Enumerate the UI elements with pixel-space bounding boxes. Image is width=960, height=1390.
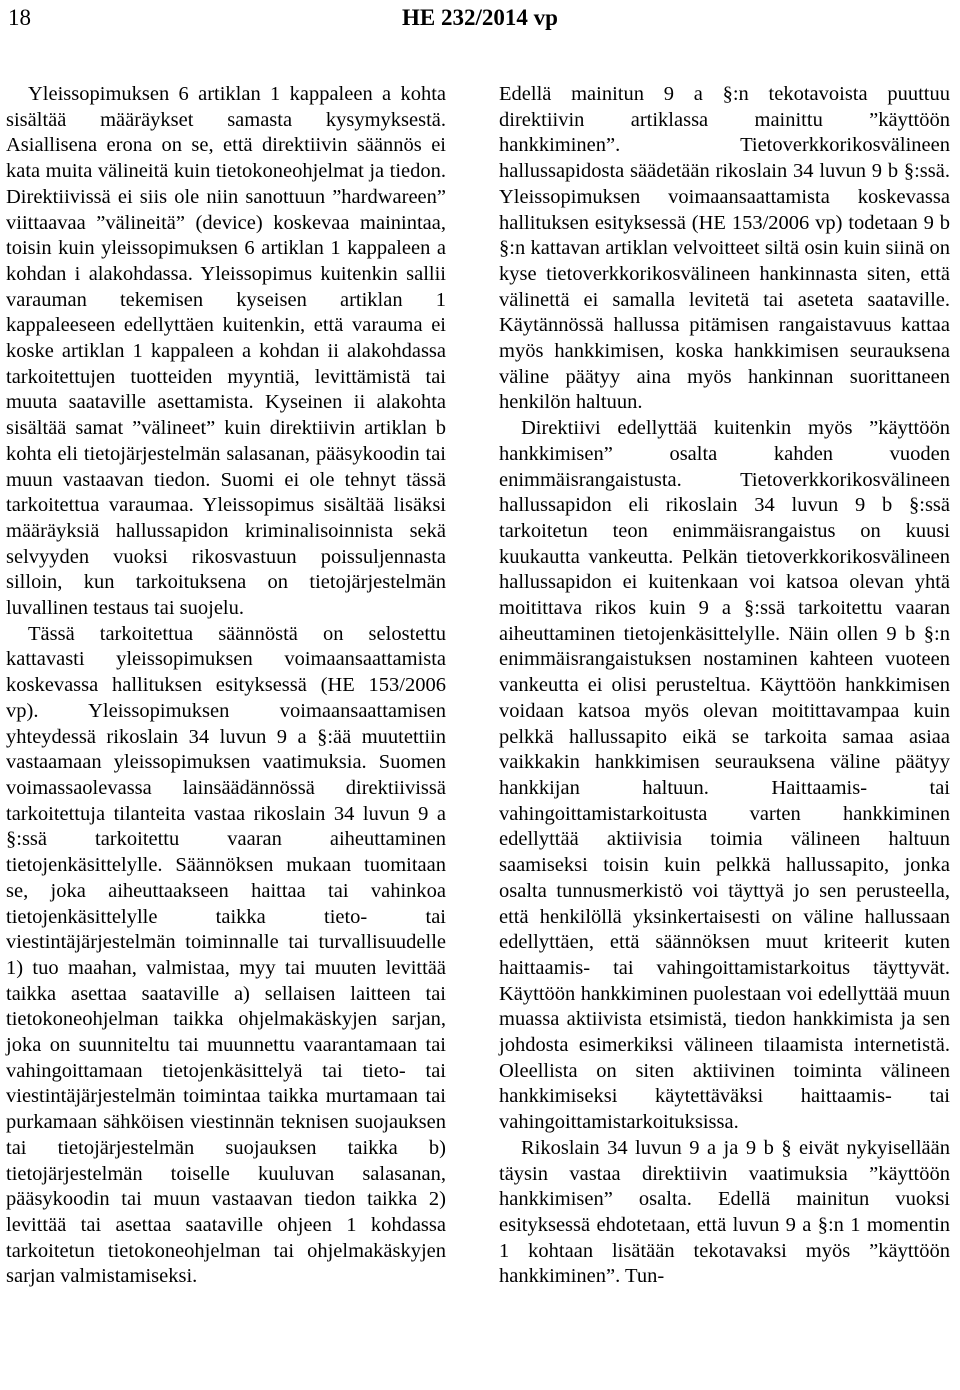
document-identifier: HE 232/2014 vp bbox=[402, 5, 558, 30]
page-header bbox=[0, 0, 960, 40]
page-number: 18 bbox=[8, 5, 31, 30]
paragraph: Tässä tarkoitettua säännöstä on selostettu kattavasti yleissopimuksen voimaansaattamista koskevassa hallituksen esityksessä (HE 153/2006 vp). Yleissopimuksen voimaansaattamisen yhteydessä rikoslain 34 luvun 9 a §:ää muutettiin vastaamaan yleissopimuksen vaatimuksia. Suomen voimassaolevassa lainsäädännössä direktiivissä tarkoitettuja tilanteita vastaa rikoslain 34 luvun 9 a §:ssä tarkoitettu vaaran aiheuttaminen tietojenkäsittelylle. Säännöksen mukaan tuomitaan se, joka aiheuttaakseen haittaa tai vahinkoa tietojenkäsittelylle taikka tieto- tai viestintäjärjestelmän toiminnalle tai turvallisuudelle 1) tuo maahan, valmistaa, myy tai muuten levittää taikka asettaa saataville a) sellaisen laitteen tai tietokoneohjelman taikka ohjelmakäskyjen sarjan, joka on suunniteltu tai muunnettu vaarantamaan tai vahingoittamaan tietojenkäsittelyä tai tieto- tai viestintäjärjestelmän toimintaa taikka murtamaan tai purkamaan sähköisen viestinnän teknisen suojauksen tai tietojärjestelmän suojauksen taikka b) tietojärjestelmän toiselle kuuluvan salasanan, pääsykoodin tai muun vastaavan tiedon taikka 2) levittää tai asettaa saataville ohjeen 1 kohdassa tarkoitetun tietokoneohjelman tai ohjelmakäskyjen sarjan valmistamiseksi. bbox=[6, 622, 446, 1288]
right-column bbox=[499, 82, 950, 1290]
left-column bbox=[6, 82, 446, 1290]
paragraph: Edellä mainitun 9 a §:n tekotavoista puuttuu direktiivin artiklassa mainittu ”käyttöön hankkiminen”. Tietoverkkorikosvälineen hallussapidosta säädetään rikoslain 34 luvun 9 b §:ssä. Yleissopimuksen voimaansaattamista koskevassa hallituksen esityksessä (HE 153/2006 vp) todetaan 9 b §:n kattavan artiklan velvoitteet siltä osin kuin siinä on kyse tietoverkkorikosvälineen hankinnasta siten, että välinettä ei samalla levitetä tai aseteta saataville. Käytännössä hallussa pitämisen rangaistavuus kattaa myös hankkimisen, koska hankkimisen seurauksena väline päätyy aina myös hankinnan suorittaneen henkilön haltuun. bbox=[499, 83, 950, 414]
paragraph: Rikoslain 34 luvun 9 a ja 9 b § eivät nykyisellään täysin vastaa direktiivin vaatimuksia ”käyttöön hankkimisen” osalta. Edellä mainitun vuoksi esityksessä ehdotetaan, että luvun 9 a §:n 1 momentin 1 kohtaan lisätään tekotavaksi myös ”käyttöön hankkiminen”. Tun- bbox=[499, 1136, 950, 1288]
paragraph: Yleissopimuksen 6 artiklan 1 kappaleen a kohta sisältää määräykset samasta kysymyksestä. Asiallisena erona on se, että direktiivin säännös ei kata muita välineitä kuin tietokoneohjelmat ja tiedon. Direktiivissä ei siis ole niin sanottuun ”hardwareen” viittaavaa ”välineitä” (device) koskevaa mainintaa, toisin kuin yleissopimuksen 6 artiklan 1 kappaleen a kohdan i alakohdassa. Yleissopimus kuitenkin sallii varauman tekemisen kyseisen artiklan 1 kappaleeseen edellyttäen kuitenkin, että varauma ei koske artiklan 1 kappaleen a kohdan ii alakohdassa tarkoitettujen tuotteiden myyntiä, levittämistä tai muuta saataville asettamista. Kyseinen ii alakohta sisältää samat ”välineet” kuin direktiivin artiklan b kohta eli tietojärjestelmän salasanan, pääsykoodin tai muun vastaavan tiedon. Suomi ei ole tehnyt tässä tarkoitettua varaumaa. Yleissopimus sisältää lisäksi määräyksiä hallussapidon kriminalisoinnista sekä selvyyden vuoksi rikosvastuun poissuljennasta silloin, kun tarkoituksena on tietojärjestelmän luvallinen testaus tai suojelu. bbox=[6, 83, 446, 620]
paragraph: Direktiivi edellyttää kuitenkin myös ”käyttöön hankkimisen” osalta kahden vuoden enimmäisrangaistusta. Tietoverkkorikosvälineen hallussapidon eli rikoslain 34 luvun 9 b §:ssä tarkoitetun teon enimmäisrangaistus on kuusi kuukautta vankeutta. Pelkän tietoverkkorikosvälineen hallussapidon ei kuitenkaan voi katsoa olevan yhtä moitittava rikos kuin 9 a §:ssä tarkoitettu vaaran aiheuttaminen tietojenkäsittelylle. Näin ollen 9 b §:n enimmäisrangaistuksen nostaminen kahteen vuoteen vankeutta ei olisi perusteltua. Käyttöön hankkimisen voidaan katsoa myös olevan moitittavampaa kuin pelkkä hallussapito eikä se tarkoita samaa asiaa vaikkakin hankkimisen seurauksena väline päätyy hankkijan haltuun. Haittaamis- tai vahingoittamistarkoitusta varten hankkiminen edellyttää aktiivisia toimia välineen haltuun saamiseksi toisin kuin pelkkä hallussapito, jonka osalta tunnusmerkistö voi täyttyä jo sen perusteella, että henkilöllä yksinkertaisesti on väline hallussaan edellyttäen, että säännöksen muut kriteerit kuten haittaamis- tai vahingoittamistarkoitus täyttyvät. Käyttöön hankkiminen puolestaan voi edellyttää muun muassa aktiivista etsimistä, tiedon hankkimista ja sen johdosta esimerkiksi välineen tilaamista internetistä. Oleellista on siten aktiivinen toiminta välineen hankkimiseksi käytettäväksi haittaamis- tai vahingoittamistarkoituksissa. bbox=[499, 417, 950, 1134]
